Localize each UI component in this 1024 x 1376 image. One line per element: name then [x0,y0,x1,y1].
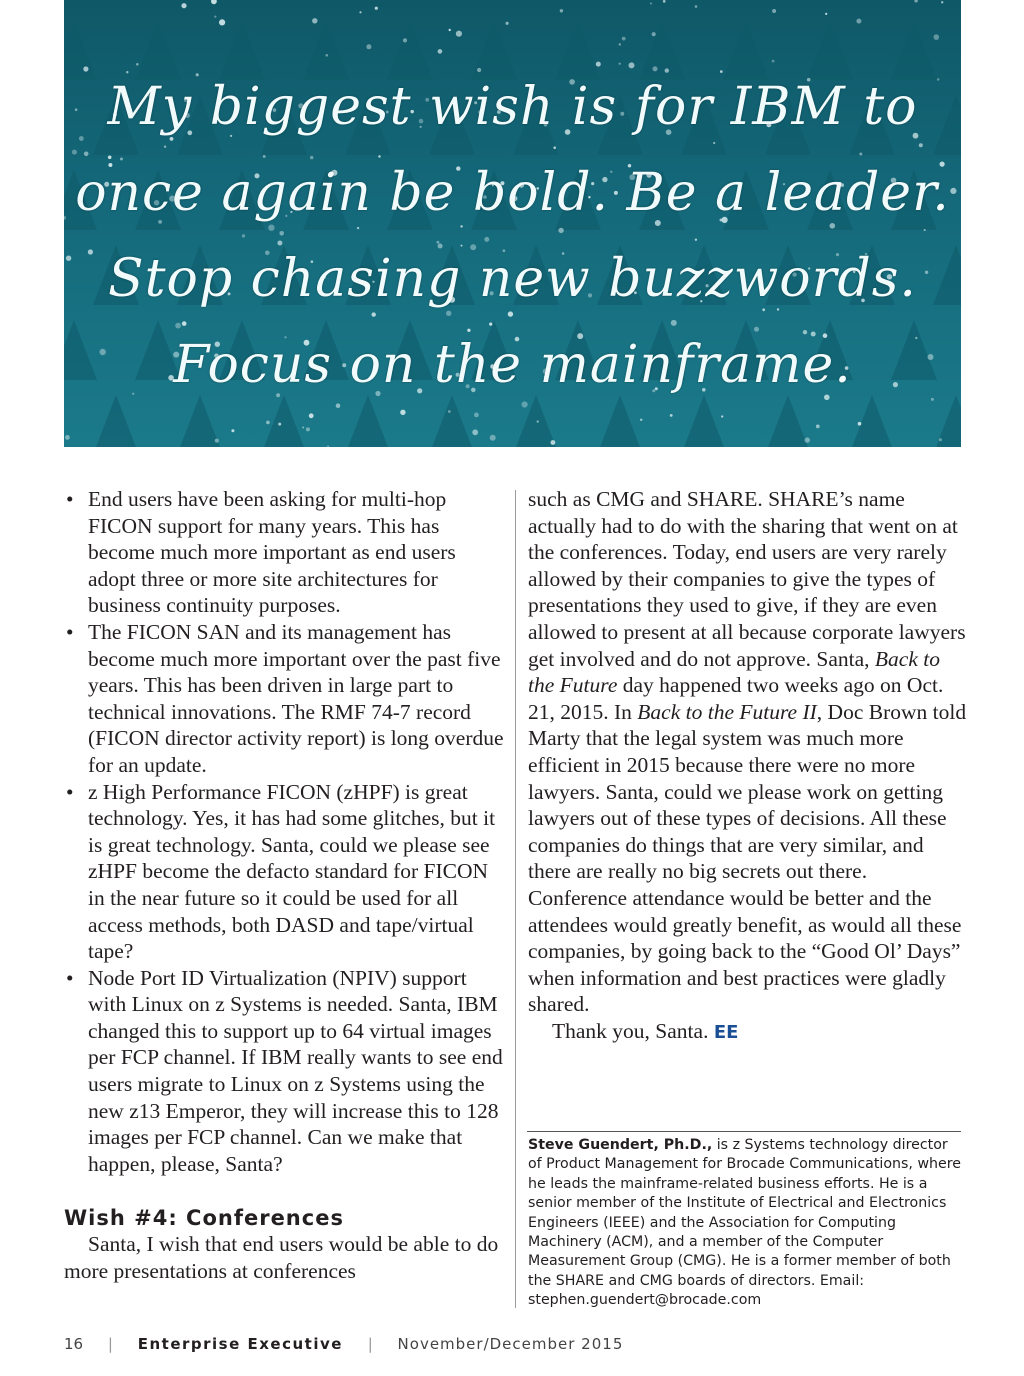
closing-text: Thank you, Santa. [552,1018,714,1043]
snowflake-dot [472,429,478,435]
magazine-name: Enterprise Executive [137,1334,343,1353]
snowflake-dot [327,445,329,447]
snowflake-dot [506,22,509,25]
snowflake-dot [825,13,827,15]
snowflake-dot [231,429,234,432]
column-divider [515,490,516,1308]
author-name: Steve Guendert, Ph.D., [528,1137,713,1153]
body-paragraph [528,486,968,1018]
bullet-text: z High Performance FICON (zHPF) is great technology. Yes, it has had some glitches, but it is great technology. Santa, could we please see zHPF become the defacto standard for FICON in the near future so it could be used for all access methods, both DASD and tape/virtual tape? [88,779,496,964]
snowflake-dot [448,410,451,413]
bullet-list [64,486,508,1177]
snowflake-dot [400,410,405,415]
snowflake-dot [934,34,940,40]
bullet-text: Node Port ID Virtualization (NPIV) support with Linux on z Systems is needed. Santa, IBM changed this to support up to 64 virtual images per FCP channel. If IBM really wants to see end users migrate to Linux on z Systems using the new z13 Emperor, they will increase this to 128 images per FCP channel. Can we make that happen, please, Santa? [88,965,503,1176]
closing-line [528,1018,968,1047]
issue-date: November/December 2015 [397,1334,624,1353]
bio-text: is z Systems technology director of Product Management for Brocade Communications, where he leads the mainframe-related business efforts. He is a senior member of the Institute of Electrical and Electronics Engineers (IEEE) and the Association for Computing Machinery (ACM), and a member of the Computer Measurement Group (CMG). He is a former member of both the SHARE and CMG boards of directors. Email: stephen.guendert@brocade.com [528,1137,962,1309]
snowflake-dot [772,60,775,63]
snowflake-dot [309,413,314,418]
list-item [64,486,508,619]
author-bio [528,1136,964,1311]
snowflake-dot [560,9,563,12]
snowflake-dot [941,1,943,3]
snowflake-dot [816,425,820,429]
snowflake-dot [403,38,407,42]
snowflake-dot [438,49,443,54]
snowflake-dot [214,16,216,18]
snowflake-dot [805,437,810,442]
snowflake-dot [266,421,270,425]
quote-line: once again be bold. Be a leader. [75,163,950,223]
list-item [64,965,508,1178]
snowflake-dot [359,11,361,13]
snowflake-dot [306,427,310,431]
snowflake-dot [695,5,698,8]
snowflake-dot [537,420,539,422]
snowflake-dot [640,419,642,421]
body-text: , Doc Brown told Marty that the legal system was much more efficient in 2015 because there were no more lawyers. Santa, could we please work on getting lawyers out of these types of decisions. All these companies do things that are very similar, and there are really no big secrets out there. Conference attendance would be better and the attendees would greatly benefit, as would all these companies, by going back to the “Good Ol’ Days” when information and best practices were gladly shared. [528,699,967,1017]
quote-line: Stop chasing new buzzwords. [108,249,917,309]
body-paragraph: Santa, I wish that end users would be able to do more presentations at conferences [64,1232,499,1284]
snowflake-dot [622,37,626,41]
snowflake-dot [278,423,281,426]
snowflake-dot [65,435,70,440]
bullet-text: End users have been asking for multi-hop FICON support for many years. This has become much more important as end users adopt three or more site architectures for business continuity purposes. [88,487,456,618]
bullet-icon: • [66,965,74,990]
bullet-icon: • [66,619,74,644]
body-text: day happened two weeks ago on Oct. 21, 2015. In [528,673,944,724]
quote-line: Focus on the mainframe. [173,335,852,395]
snowflake-dot [215,439,219,443]
snowflake-dot [858,422,862,426]
bio-divider [527,1131,961,1132]
snowflake-dot [551,440,556,445]
section-heading: Wish #4: Conferences [64,1206,344,1231]
footer-separator: | [107,1334,113,1353]
snowflake-dot [670,414,673,417]
snowflake-dot [456,31,462,37]
bullet-icon: • [66,779,74,804]
quote-line: My biggest wish is for IBM to [107,77,918,137]
right-column [528,486,968,1046]
bullet-text: The FICON SAN and its management has become much more important over the past five years. This has been driven in large part to technical innovations. The RMF 74-7 record (FICON director activity report) is long overdue for an update. [88,619,504,777]
end-mark-icon: EE [713,1021,739,1043]
snowflake-dot [366,44,371,49]
snowflake-dot [721,415,723,417]
pull-quote [64,64,961,408]
list-item [64,619,508,779]
snowflake-dot [650,3,652,5]
snowflake-dot [652,32,656,36]
snowflake-dot [375,7,378,10]
snowflake-dot [663,0,666,3]
snowflake-dot [326,54,329,57]
film-title: Back to the Future [528,646,940,698]
snowflake-dot [219,19,225,25]
snowflake-dot [490,435,496,441]
snowflake-dot [939,438,942,441]
snowflake-dot [856,19,861,24]
body-text: such as CMG and SHARE. SHARE’s name actually had to do with the sharing that went on at the conferences. Today, end users are very rarely allowed by their companies to give the types of presentations they used to give, if they are even allowed to present at all because corporate lawyers get involved and do not approve. Santa, [528,487,966,671]
snowflake-dot [211,0,217,4]
list-item [64,779,508,965]
snowflake-dot [312,18,317,23]
quote-banner [64,0,961,447]
snowflake-dot [772,9,776,13]
bullet-icon: • [66,487,74,511]
page-number: 16 [64,1334,84,1353]
page-footer [64,1334,623,1358]
snowflake-dot [181,3,186,8]
snowflake-dot [449,29,451,31]
snowflake-dot [474,413,479,418]
snowflake-dot [619,43,621,45]
snowflake-dot [914,0,917,3]
footer-separator: | [367,1334,373,1353]
snowflake-dot [302,427,304,429]
film-title: Back to the Future II [637,699,817,724]
left-column [64,486,508,1285]
